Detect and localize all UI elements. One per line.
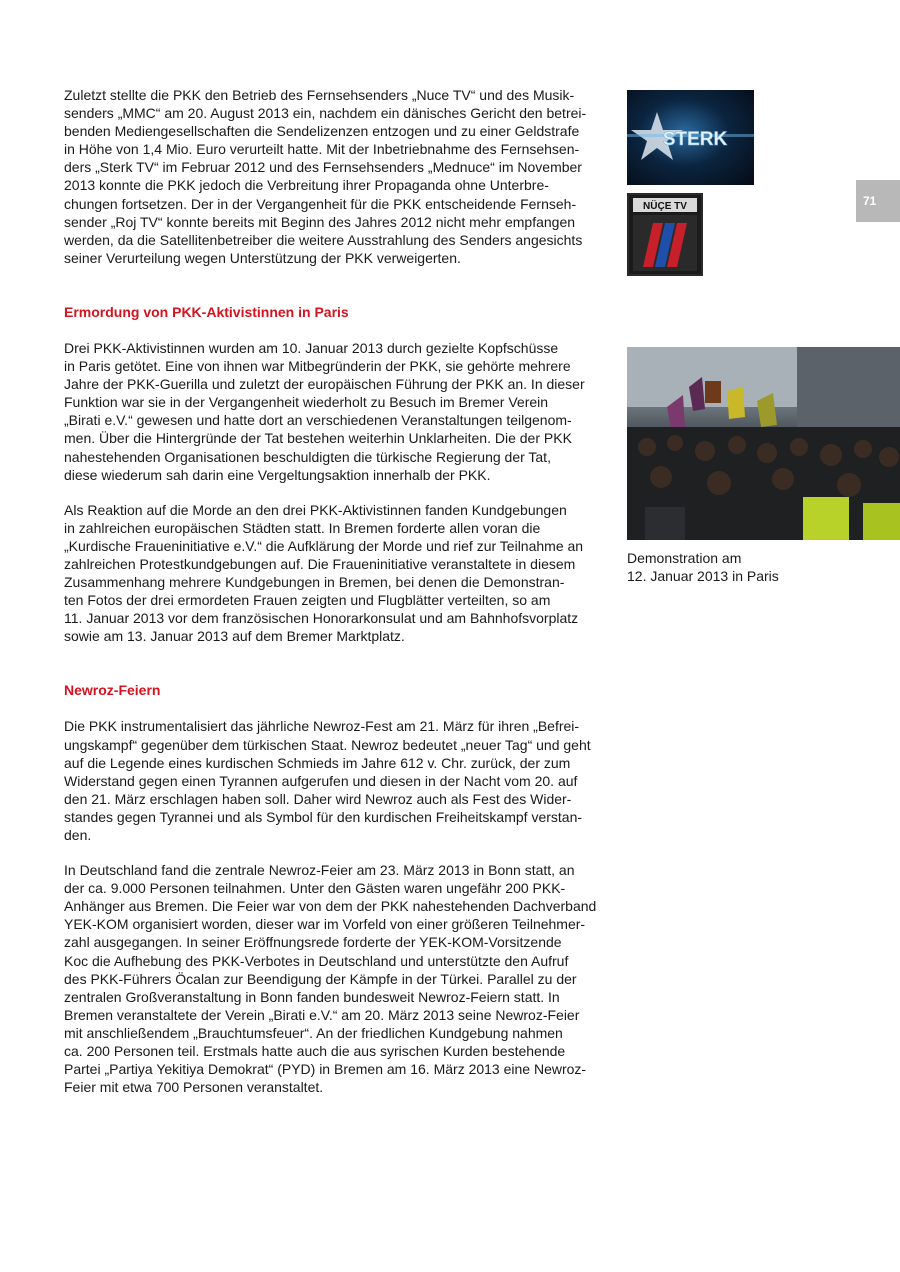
nuce-tv-logo bbox=[627, 193, 703, 276]
paris-paragraph-1: Drei PKK-Aktivistinnen wurden am 10. Januar 2013 durch gezielte Kopfschüsse in Paris getötet. Eine von ihnen war Mitbegründerin der PKK, sie gehörte mehrere Jahre der PKK-Guerilla und zuletzt der europäischen Führung der PKK an. In dieser Funktion war sie in der Vergangenheit wiederholt zu Besuch im Bremer Verein „Birati e.V.“ gewesen und hatte dort an verschiedenen Veranstaltungen teilgenom- men. Über die Hintergründe der Tat bestehen weiterhin Unklarheiten. Die der PKK nahestehenden Organisationen beschuldigten die türkische Regierung der Tat, diese wiederum sah darin eine Vergeltungsaktion innerhalb der PKK. bbox=[64, 339, 585, 483]
newroz-paragraph-2: In Deutschland fand die zentrale Newroz-Feier am 23. März 2013 in Bonn statt, an der ca. 9.000 Personen teilnahmen. Unter den Gästen waren ungefähr 200 PKK- Anhänger aus Bremen. Die Feier war von dem der PKK nahestehenden Dachverband YEK-KOM organisiert worden, dieser war im Vorfeld von einer größeren Teilnehmer- zahl ausgegangen. In seiner Eröffnungsrede forderte der YEK-KOM-Vorsitzende Koc die Aufhebung des PKK-Verbotes in Deutschland und unterstützte den Aufruf des PKK-Führers Öcalan zur Beendigung der Kämpfe in der Türkei. Parallel zu der zentralen Großveranstaltung in Bonn fanden bundesweit Newroz-Feiern statt. In Bremen veranstaltete der Verein „Birati e.V.“ am 20. März 2013 seine Newroz-Feier mit anschließendem „Brauchtumsfeuer“. An der friedlichen Kundgebung nahmen ca. 200 Personen teil. Erstmals hatte auch die aus syrischen Kurden bestehende Partei „Partiya Yekitiya Demokrat“ (PYD) in Bremen am 16. März 2013 eine Newroz- Feier mit etwa 700 Personen veranstaltet. bbox=[64, 862, 597, 1096]
paris-paragraph-2: Als Reaktion auf die Morde an den drei PKK-Aktivistinnen fanden Kundgebungen in zahlreichen europäischen Städten statt. In Bremen forderte allen voran die „Kurdische Fraueninitiative e.V.“ die Aufklärung der Morde und rief zur Teilnahme an zahlreichen Protestkundgebungen auf. Die Fraueninitiative veranstaltete in diesem Zusammenhang mehrere Kundgebungen in Bremen, bei denen die Demonstran- ten Fotos der drei ermordeten Frauen zeigten und Flugblätter verteilten, so am 11. Januar 2013 vor dem französischen Honorarkonsulat und am Bahnhofsvorplatz sowie am 13. Januar 2013 auf dem Bremer Marktplatz. bbox=[64, 501, 584, 645]
page-number: 71 bbox=[863, 194, 877, 208]
sterk-logo-graphic bbox=[627, 90, 754, 185]
main-text-column bbox=[64, 86, 612, 1096]
section-heading-paris: Ermordung von PKK-Aktivistinnen in Paris bbox=[64, 303, 349, 320]
intro-paragraph: Zuletzt stellte die PKK den Betrieb des Fernsehsenders „Nuce TV“ und des Musik- senders „MMC“ am 20. August 2013 ein, nachdem ein dänisches Gericht den betrei- benden Mediengesellschaften die Sendelizenzen entzogen und zu einer Geldstrafe in Höhe von 1,4 Mio. Euro verurteilt hatte. Mit der Inbetriebnahme des Fernsehsen- ders „Sterk TV“ im Februar 2012 und des Fernsehsenders „Mednuce“ im November 2013 konnte die PKK jedoch die Verbreitung ihrer Propaganda ohne Unterbre- chungen fortsetzen. Der in der Vergangenheit für die PKK entscheidende Fernseh- sender „Roj TV“ konnte bereits mit Beginn des Jahres 2012 nicht mehr empfangen werden, da die Satellitenbetreiber die weitere Ausstrahlung des Senders angesichts seiner Verurteilung wegen Unterstützung der PKK verweigerten. bbox=[64, 87, 587, 266]
newroz-paragraph-1: Die PKK instrumentalisiert das jährliche Newroz-Fest am 21. März für ihren „Befrei- ungskampf“ gegenüber dem türkischen Staat. Newroz bedeutet „neuer Tag“ und geht auf die Legende eines kurdischen Schmieds im Jahre 612 v. Chr. zurück, der zum Widerstand gegen einen Tyrannen aufgerufen und diesen in der Nacht vom 20. auf den 21. März erschlagen haben soll. Daher wird Newroz auch als Fest des Wider- standes gegen Tyrannei und als Symbol für den kurdischen Freiheitskampf verstan- den. bbox=[64, 718, 591, 843]
nuce-logo-text: NÜÇE TV bbox=[643, 201, 687, 212]
page-number-tab bbox=[856, 180, 900, 222]
demonstration-photo bbox=[627, 347, 900, 540]
sterk-tv-logo bbox=[627, 90, 754, 185]
crowd-illustration bbox=[627, 347, 900, 540]
photo-caption: Demonstration am 12. Januar 2013 in Paris bbox=[627, 550, 779, 584]
nuce-logo-graphic bbox=[629, 195, 701, 274]
section-heading-newroz: Newroz-Feiern bbox=[64, 682, 161, 699]
sterk-logo-text: STERK bbox=[662, 129, 728, 150]
